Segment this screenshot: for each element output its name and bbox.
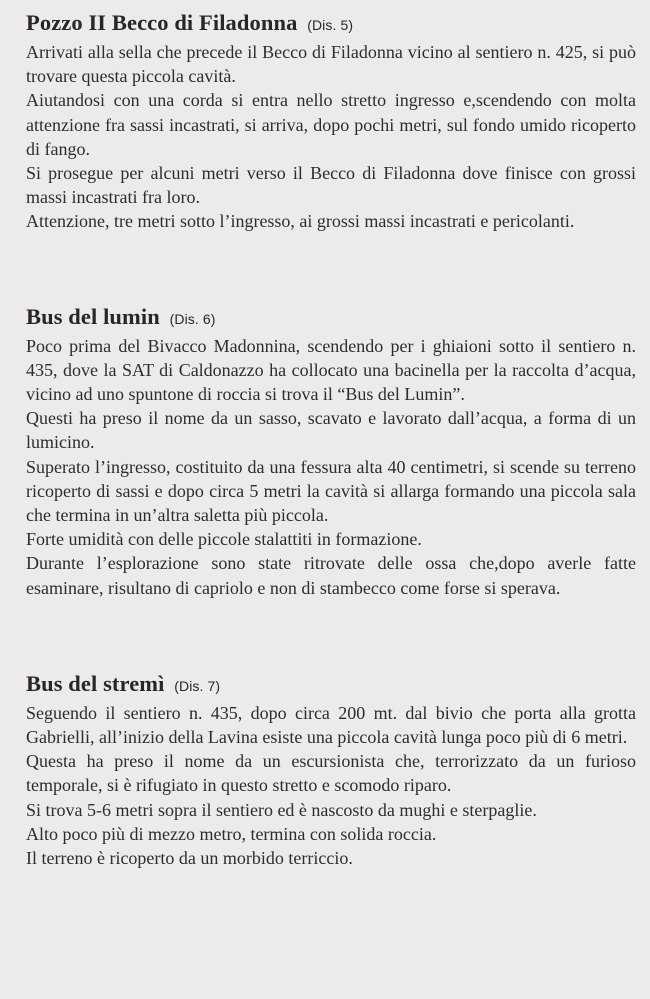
paragraph: Forte umidità con delle piccole stalattiti in formazione.: [26, 529, 422, 550]
drawing-reference: (Dis. 5): [307, 17, 354, 33]
paragraph: Si trova 5-6 metri sopra il sentiero ed è nascosto da mughi e sterpaglie.: [26, 799, 537, 820]
paragraph: Poco prima del Bivacco Madonnina, scendendo per i ghiaioni sotto il sentiero n. 435, dove la SAT di Caldonazzo ha collocato una bacinella per la raccolta d’acqua, vicino ad uno spuntone di roccia si trova il “Bus del Lumin”.: [26, 335, 636, 405]
paragraph: Arrivati alla sella che precede il Becco di Filadonna vicino al sentiero n. 425, si può trovare questa piccola cavità.: [26, 42, 636, 87]
drawing-reference: (Dis. 7): [174, 677, 221, 694]
paragraph: Alto poco più di mezzo metro, termina con solida roccia.: [26, 823, 437, 844]
section-title: [26, 669, 636, 701]
paragraph: Si prosegue per alcuni metri verso il Becco di Filadonna dove finisce con grossi massi incastrati fra loro.: [26, 163, 636, 208]
section-bus-del-lumin: [26, 302, 636, 600]
paragraph: Attenzione, tre metri sotto l’ingresso, ai grossi massi incastrati e pericolanti.: [26, 211, 575, 232]
section-title-text: Pozzo II Becco di Filadonna: [26, 10, 298, 35]
paragraph: Superato l’ingresso, costituito da una fessura alta 40 centimetri, si scende su terreno ricoperto di sassi e dopo circa 5 metri la cavità si allarga formando una piccola sala che termina in un’altra saletta più piccola.: [26, 456, 636, 526]
paragraph: Aiutandosi con una corda si entra nello stretto ingresso e,scendendo con molta attenzione fra sassi incastrati, si arriva, dopo pochi metri, sul fondo umido ricoperto di fango.: [26, 90, 636, 159]
paragraph: Il terreno è ricoperto da un morbido terriccio.: [26, 848, 353, 869]
section-title-text: Bus del stremì: [26, 670, 165, 696]
section-title: [26, 8, 636, 40]
paragraph: Questa ha preso il nome da un escursionista che, terrorizzato da un furioso temporale, si è rifugiato in questo stretto e scomodo riparo.: [26, 751, 636, 796]
drawing-reference: (Dis. 6): [169, 310, 216, 327]
section-bus-del-stremi: [26, 669, 636, 870]
paragraph: Seguendo il sentiero n. 435, dopo circa 200 mt. dal bivio che porta alla grotta Gabrielli, all’inizio della Lavina esiste una piccola cavità lunga poco più di 6 metri.: [26, 702, 636, 748]
section-pozzo-becco-di-filadonna: [26, 8, 636, 234]
section-title-text: Bus del lumin: [26, 303, 160, 329]
paragraph: Durante l’esplorazione sono state ritrovate delle ossa che,dopo averle fatte esaminare, risultano di capriolo e non di stambecco come forse si sperava.: [26, 553, 636, 598]
paragraph: Questi ha preso il nome da un sasso, scavato e lavorato dall’acqua, a forma di un lumicino.: [26, 408, 636, 453]
section-title: [26, 302, 636, 334]
